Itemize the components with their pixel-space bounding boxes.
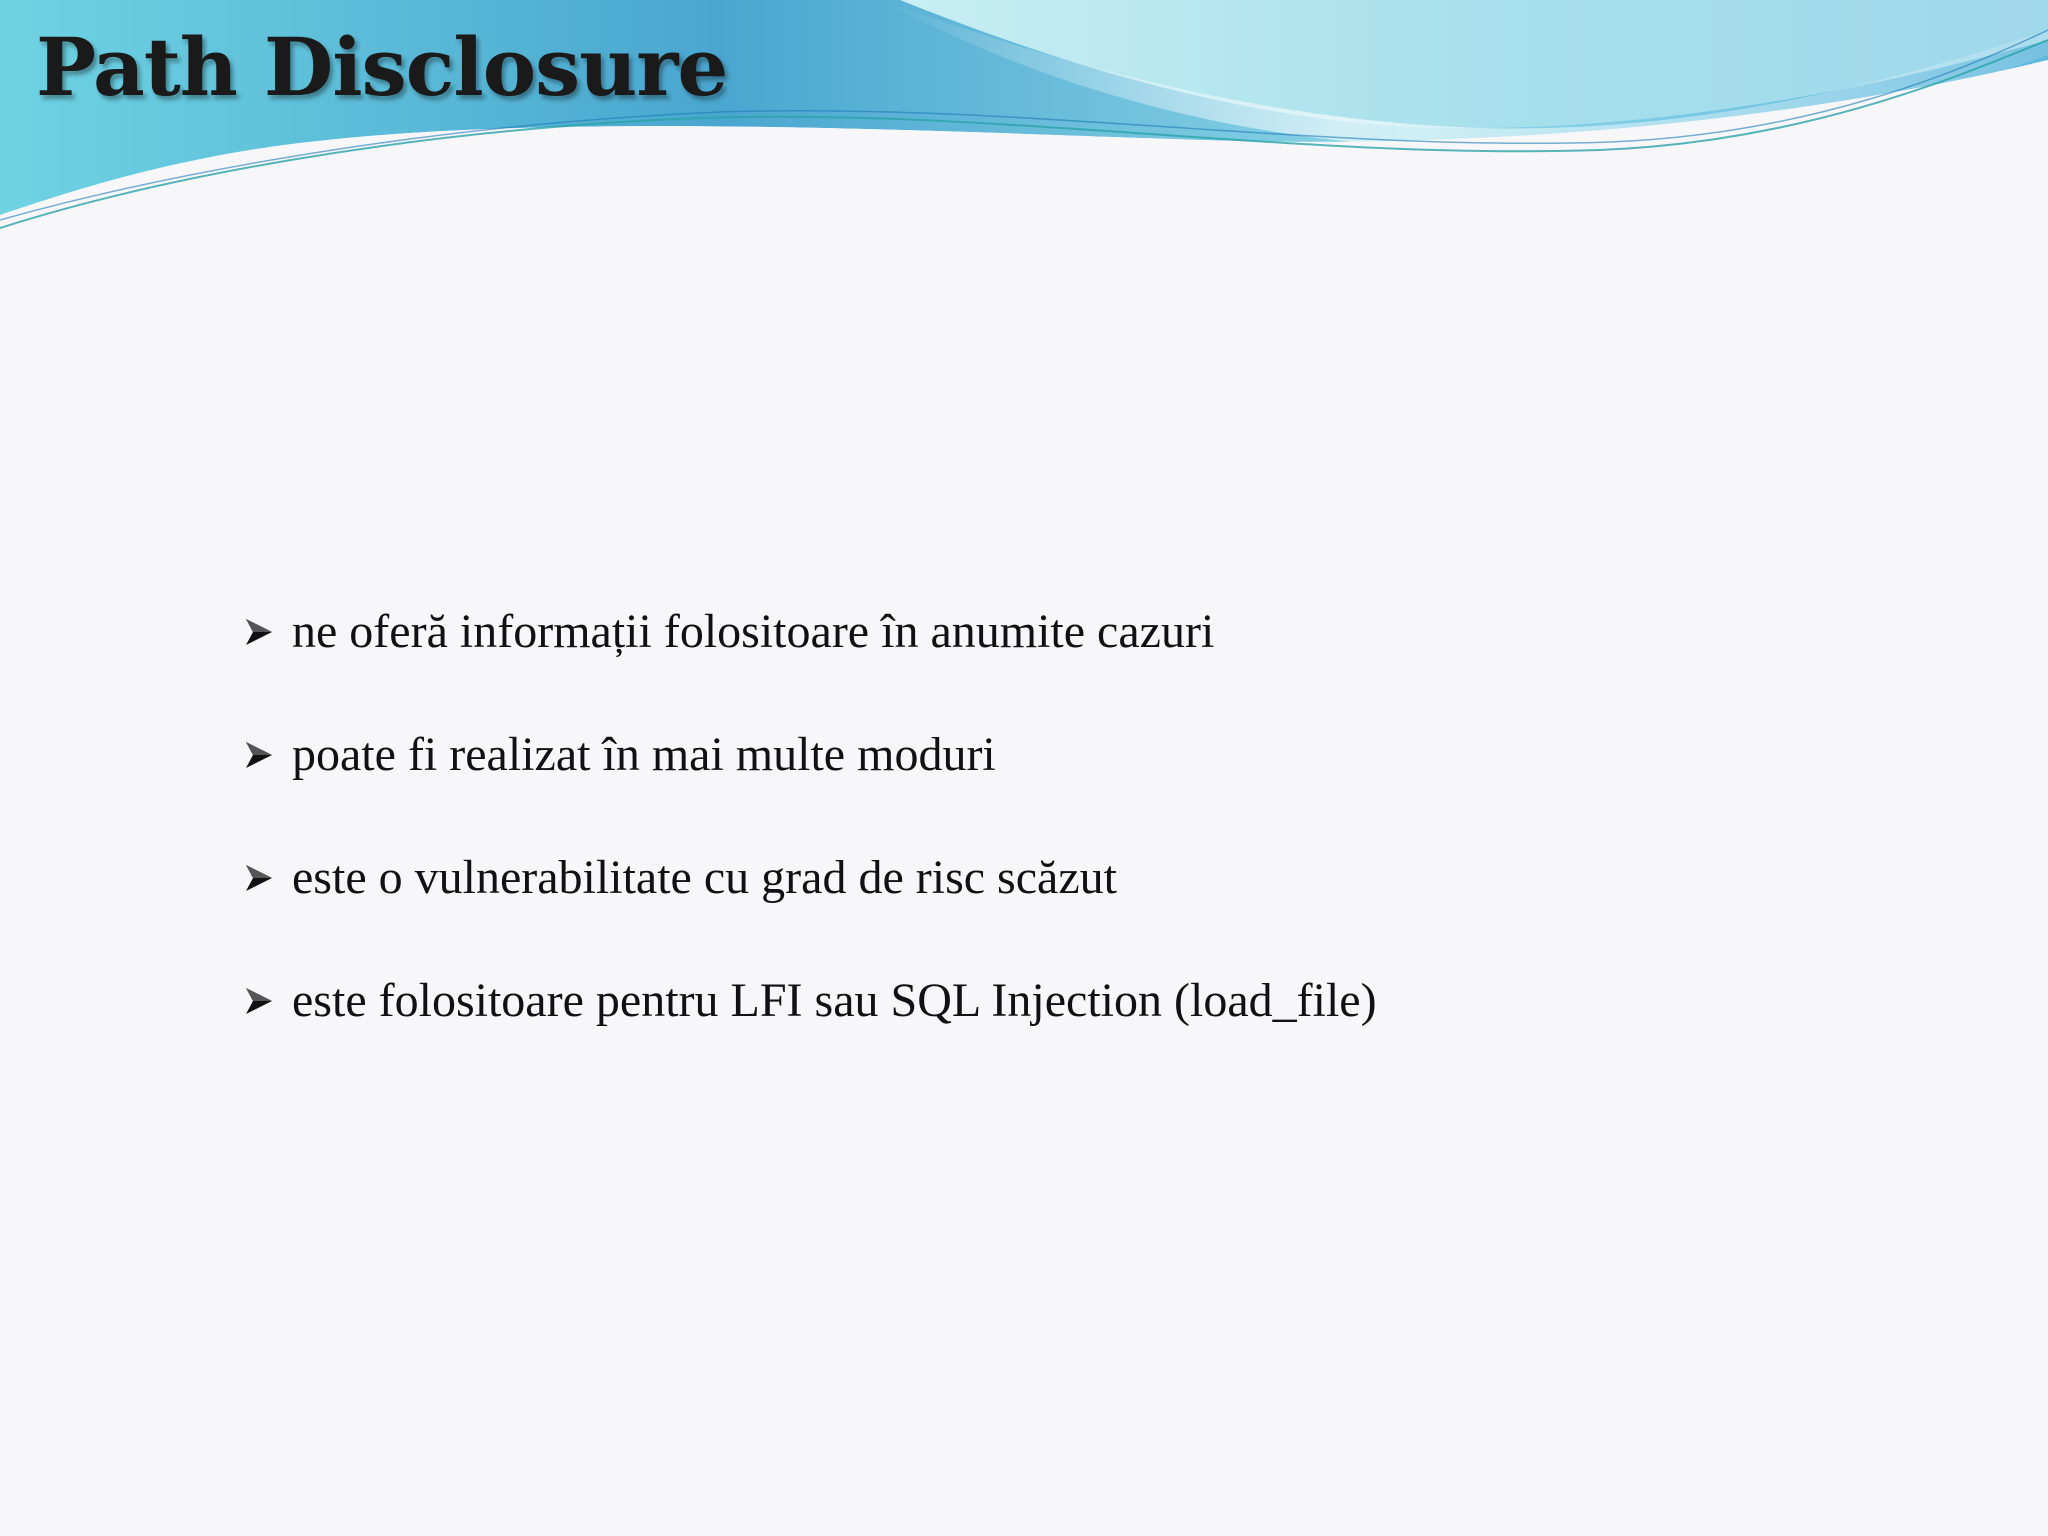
arrowhead-bullet-icon <box>242 615 276 649</box>
bullet-text: poate fi realizat în mai multe moduri <box>292 728 996 781</box>
arrowhead-bullet-icon <box>242 738 276 772</box>
bullet-item <box>242 693 1377 816</box>
bullet-item <box>242 816 1377 939</box>
slide-title: Path Disclosure <box>36 20 728 114</box>
bullet-text: ne oferă informații folositoare în anumite cazuri <box>292 605 1215 658</box>
arrowhead-bullet-icon <box>242 984 276 1018</box>
bullet-list <box>242 570 1377 1062</box>
bullet-text: este o vulnerabilitate cu grad de risc scăzut <box>292 851 1117 904</box>
bullet-item <box>242 939 1377 1062</box>
bullet-item <box>242 570 1377 693</box>
arrowhead-bullet-icon <box>242 861 276 895</box>
bullet-text: este folositoare pentru LFI sau SQL Injection (load_file) <box>292 974 1377 1027</box>
